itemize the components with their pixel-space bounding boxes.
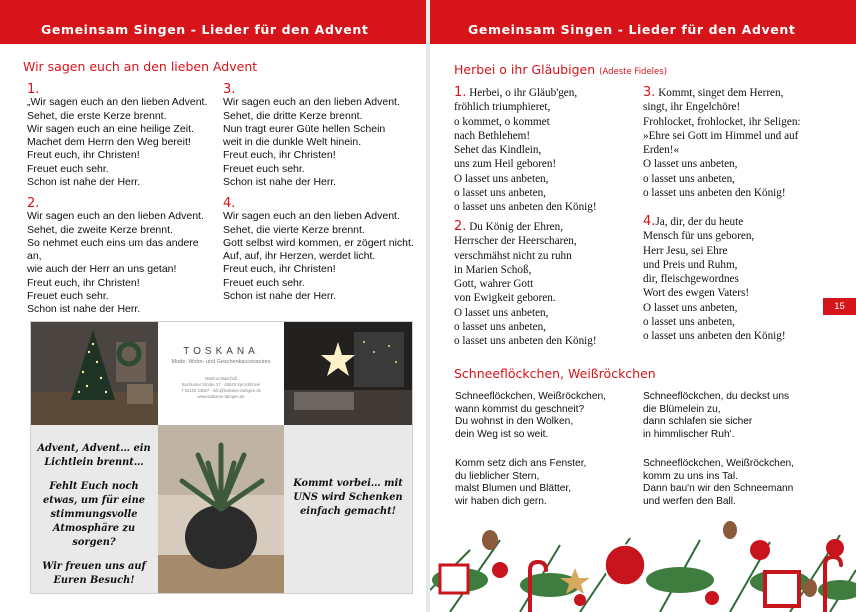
toskana-logo-tile xyxy=(158,322,284,425)
verse-line: o lasset uns anbeten, xyxy=(454,187,546,200)
address-line: Bochumer Straße 17 · 45549 Sprockhövel xyxy=(181,382,261,387)
verse-line: Auf, auf, ihr Herzen, werdet licht. xyxy=(223,250,376,263)
verse-line: Herbei, o ihr Gläub'gen, xyxy=(469,87,578,99)
toskana-advertisement xyxy=(30,321,413,594)
address-line: T 02102 23687 · info@toskana-ratingen.de xyxy=(181,388,261,393)
schnee-verse-4 xyxy=(643,458,823,508)
ad-right-text: Kommt vorbei… mit UNS wird Schenken einfach gemacht! xyxy=(293,478,403,517)
verse-line: Freut euch, ihr Christen! xyxy=(223,263,336,276)
verse-line: o lasset uns anbeten, xyxy=(643,172,735,185)
adeste-verse-2 xyxy=(454,220,639,349)
verse-line: Wort des ewgen Vaters! xyxy=(643,287,750,300)
verse-line: die Blümelein zu, xyxy=(643,403,721,415)
verse-line: verschmähst nicht zu ruhn xyxy=(454,249,572,262)
succulent-photo xyxy=(158,425,284,593)
verse-line: Freuet euch sehr. xyxy=(27,290,109,303)
verse-line: O lasset uns anbeten, xyxy=(454,306,549,319)
verse-line: Sehet das Kindlein, xyxy=(454,144,542,157)
verse-line: Gott selbst wird kommen, er zögert nicht. xyxy=(223,236,414,249)
verse-line: in Marien Schoß, xyxy=(454,263,532,276)
ad-text-line: Advent, Advent… ein Lichtlein brennt… xyxy=(37,443,151,468)
verse-line: Schon ist nahe der Herr. xyxy=(223,290,337,303)
right-header-bar xyxy=(430,0,856,44)
verse-line: Sehet, die vierte Kerze brennt. xyxy=(223,223,365,236)
verse-line: und werfen den Ball. xyxy=(643,495,736,507)
adeste-verse-3 xyxy=(643,86,823,200)
verse-line: fröhlich triumphieret, xyxy=(454,101,551,114)
verse-line: und Preis und Ruhm, xyxy=(643,258,738,271)
brand-address xyxy=(158,376,284,400)
brand-tagline: Mode, Wohn- und Geschenkaccessoires xyxy=(171,359,271,365)
verse-line: Schneeflöckchen, Weißröckchen, xyxy=(455,391,607,402)
verse-2 xyxy=(27,197,213,317)
song-subtitle: (Adeste Fideles) xyxy=(599,67,668,77)
right-header-title: Gemeinsam Singen - Lieder für den Advent xyxy=(468,22,796,37)
verse-line: Ja, dir, der du heute xyxy=(655,216,744,228)
verse-line: Herrscher der Heerscharen, xyxy=(454,235,577,248)
verse-line: Gott, wahrer Gott xyxy=(454,278,534,291)
verse-line: Herr Jesu, sei Ehre xyxy=(643,244,728,257)
verse-line: Schneeflöckchen, Weißröckchen, xyxy=(643,458,795,469)
verse-line: o lasset uns anbeten den König! xyxy=(454,201,597,214)
schnee-verse-2 xyxy=(643,391,823,441)
verse-1 xyxy=(27,83,223,189)
verse-number: 1. xyxy=(27,82,40,97)
verse-line: Machet dem Herrn den Weg bereit! xyxy=(27,136,191,149)
verse-line: o lasset uns anbeten, xyxy=(643,316,735,329)
verse-line: Freut euch, ihr Christen! xyxy=(223,149,336,162)
left-page xyxy=(0,0,426,612)
verse-line: Freuet euch sehr. xyxy=(27,162,109,175)
verse-line: Sehet, die dritte Kerze brennt. xyxy=(223,109,363,122)
verse-line: wann kommst du geschneit? xyxy=(455,403,585,415)
verse-line: „Wir sagen euch an den lieben Advent. xyxy=(27,96,208,109)
song-title-advent: Wir sagen euch an den lieben Advent xyxy=(23,59,258,74)
left-header-bar xyxy=(0,0,426,44)
verse-line: Freuet euch sehr. xyxy=(223,162,305,175)
verse-line: du lieblicher Stern, xyxy=(455,470,540,482)
verse-line: O lasset uns anbeten, xyxy=(643,301,738,314)
address-line: www.toskana-ratingen.de xyxy=(197,394,245,399)
christmas-tree-photo xyxy=(31,322,158,425)
verse-line: dein Weg ist so weit. xyxy=(455,428,549,440)
song-title: Herbei o ihr Gläubigen xyxy=(454,62,596,77)
verse-line: O lasset uns anbeten, xyxy=(643,158,738,171)
verse-line: So nehmet euch eins um das andere an, xyxy=(27,236,199,263)
verse-3 xyxy=(223,83,423,189)
verse-number: 4. xyxy=(643,214,656,229)
verse-line: »Ehre sei Gott im Himmel und auf Erden!« xyxy=(643,129,799,157)
verse-line: wie auch der Herr an uns getan! xyxy=(27,263,177,276)
verse-number: 1. xyxy=(454,85,467,100)
verse-line: o lasset uns anbeten den König! xyxy=(454,335,597,348)
verse-number: 3. xyxy=(643,85,656,100)
verse-line: o lasset uns anbeten den König! xyxy=(643,187,786,200)
left-header-title: Gemeinsam Singen - Lieder für den Advent xyxy=(41,22,369,37)
verse-line: Mensch für uns geboren, xyxy=(643,230,755,243)
ad-text-line: Fehlt Euch noch etwas, um für eine stimmungsvolle Atmosphäre zu sorgen? xyxy=(43,481,145,548)
verse-line: Wir sagen euch an den lieben Advent. xyxy=(27,210,204,223)
christmas-decoration-border xyxy=(430,510,856,612)
verse-line: Sehet, die erste Kerze brennt. xyxy=(27,109,167,122)
verse-4 xyxy=(223,197,419,303)
star-lamp-photo xyxy=(284,322,412,425)
verse-line: O lasset uns anbeten, xyxy=(454,172,549,185)
schnee-verse-3 xyxy=(455,458,640,508)
verse-line: Wir sagen euch an eine heilige Zeit. xyxy=(27,122,194,135)
verse-line: dir, fleischgewordnes xyxy=(643,273,739,286)
verse-line: malst Blumen und Blätter, xyxy=(455,483,572,495)
verse-line: Wir sagen euch an den lieben Advent. xyxy=(223,96,400,109)
verse-line: komm zu uns ins Tal. xyxy=(643,470,738,482)
verse-line: dann schlafen sie sicher xyxy=(643,416,753,428)
verse-line: nach Bethlehem! xyxy=(454,129,531,142)
verse-number: 2. xyxy=(454,219,467,234)
verse-line: Dann bau'n wir den Schneemann xyxy=(643,483,794,495)
adeste-verse-4 xyxy=(643,215,823,344)
verse-line: Schon ist nahe der Herr. xyxy=(27,176,141,189)
verse-line: uns zum Heil geboren! xyxy=(454,158,557,171)
song-title-schneefloeckchen: Schneeflöckchen, Weißröckchen xyxy=(454,366,656,381)
verse-line: Kommt, singet dem Herren, xyxy=(658,87,784,99)
page-number: 15 xyxy=(823,298,856,315)
verse-line: Komm setz dich ans Fenster, xyxy=(455,458,587,469)
verse-line: Du König der Ehren, xyxy=(469,221,564,233)
verse-line: Schneeflöckchen, du deckst uns xyxy=(643,391,790,402)
verse-number: 2. xyxy=(27,196,40,211)
verse-line: weit in die dunkle Welt hinein. xyxy=(223,136,362,149)
verse-line: wir haben dich gern. xyxy=(455,495,547,507)
ad-text-line: Wir freuen uns auf Euren Besuch! xyxy=(42,561,146,586)
verse-line: Du wohnst in den Wolken, xyxy=(455,416,574,428)
verse-line: o lasset uns anbeten, xyxy=(454,321,546,334)
adeste-verse-1 xyxy=(454,86,639,215)
verse-line: o lasset uns anbeten den König! xyxy=(643,330,786,343)
verse-line: von Ewigkeit geboren. xyxy=(454,292,556,305)
verse-line: Freuet euch sehr. xyxy=(223,276,305,289)
brand-name: TOSKANA xyxy=(183,346,259,357)
verse-line: in himmlischer Ruh'. xyxy=(643,428,735,440)
verse-line: Frohlocket, frohlocket, ihr Seligen: xyxy=(643,115,801,128)
song-title-adeste xyxy=(454,62,667,77)
verse-line: Sehet, die zweite Kerze brennt. xyxy=(27,223,173,236)
verse-line: Freut euch, ihr Christen! xyxy=(27,149,140,162)
verse-number: 3. xyxy=(223,82,236,97)
verse-number: 4. xyxy=(223,196,236,211)
verse-line: singt, ihr Engelchöre! xyxy=(643,101,741,114)
verse-line: Schon ist nahe der Herr. xyxy=(223,176,337,189)
address-line: Martina Waschull xyxy=(205,376,237,381)
verse-line: Schon ist nahe der Herr. xyxy=(27,303,141,316)
verse-line: Nun tragt eurer Güte hellen Schein xyxy=(223,122,386,135)
verse-line: o kommet, o kommet xyxy=(454,115,550,128)
right-page xyxy=(430,0,856,612)
verse-line: Wir sagen euch an den lieben Advent. xyxy=(223,210,400,223)
schnee-verse-1 xyxy=(455,391,640,441)
verse-line: Freut euch, ihr Christen! xyxy=(27,276,140,289)
ad-left-text xyxy=(35,442,153,588)
